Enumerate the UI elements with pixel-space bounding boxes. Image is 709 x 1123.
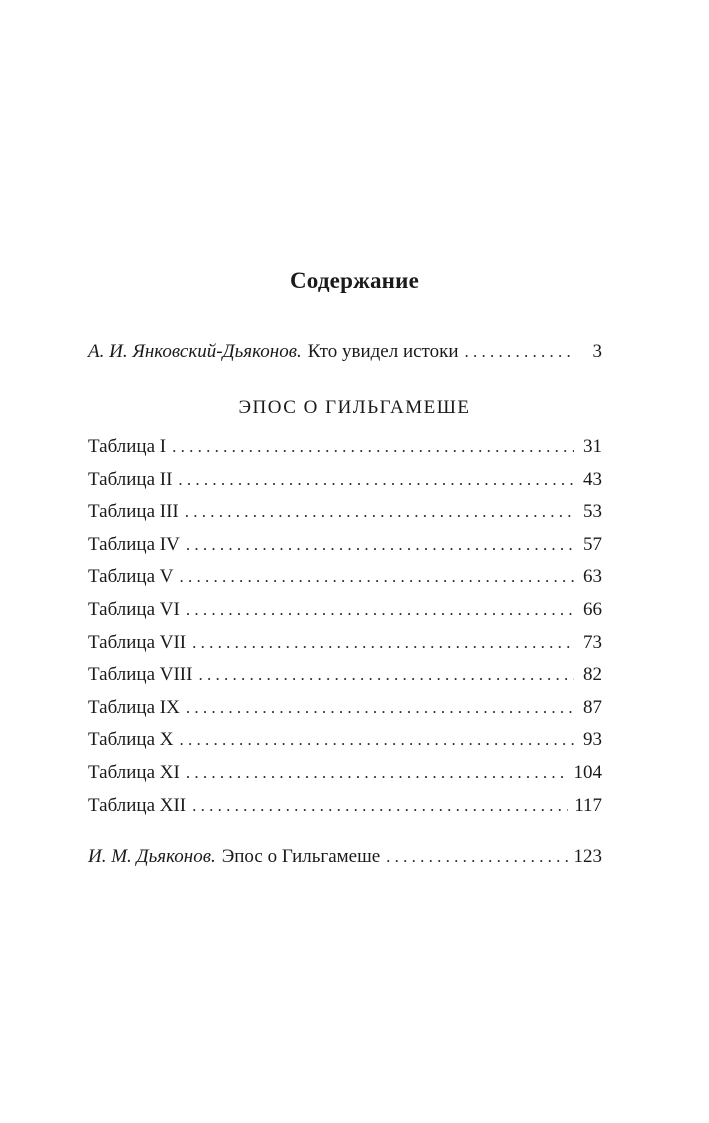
dot-leader: [186, 758, 568, 788]
toc-entry-tablet-11[interactable]: [88, 758, 602, 788]
toc-entry-label: Таблица X: [88, 729, 174, 751]
toc-entry-tablet-3[interactable]: [88, 497, 602, 527]
dot-leader: [386, 842, 567, 872]
dot-leader: [192, 791, 568, 821]
toc-entry-page: 87: [583, 696, 602, 718]
toc-entry-page: 123: [573, 846, 602, 867]
toc-entry-tablet-2[interactable]: [88, 465, 602, 495]
toc-entry-tablet-4[interactable]: [88, 530, 602, 560]
toc-entry-page: 3: [592, 341, 602, 362]
toc-entry-label: Эпос о Гильгамеше: [221, 846, 381, 867]
dot-leader: [178, 465, 574, 495]
toc-entry-afterword[interactable]: [88, 842, 602, 872]
toc-entry-label: Таблица II: [88, 468, 173, 490]
toc-entry-tablet-7[interactable]: [88, 628, 602, 658]
toc-entry-author: И. М. Дьяконов.: [88, 846, 216, 867]
toc-entry-label: Таблица VI: [88, 599, 180, 620]
dot-leader: [465, 337, 575, 367]
dot-leader: [179, 562, 574, 592]
toc-entry-label: Таблица XII: [88, 794, 187, 816]
toc-entry-tablet-5[interactable]: [88, 562, 602, 592]
dot-leader: [186, 530, 574, 560]
toc-entry-tablet-8[interactable]: [88, 660, 602, 690]
dot-leader: [192, 628, 574, 658]
toc-entry-page: 43: [583, 468, 602, 490]
toc-entry-page: 66: [583, 599, 602, 620]
toc-entry-page: 73: [583, 631, 602, 653]
toc-entry-tablet-6[interactable]: [88, 595, 602, 625]
dot-leader: [186, 693, 574, 723]
toc-entry-page: 53: [583, 501, 602, 523]
dot-leader: [198, 660, 574, 690]
section-heading: ЭПОС О ГИЛЬГАМЕШЕ: [238, 397, 471, 418]
dot-leader: [186, 595, 574, 625]
dot-leader: [179, 725, 574, 755]
dot-leader: [172, 432, 574, 462]
toc-entry-label: Таблица III: [88, 501, 179, 523]
toc-entry-label: Таблица VIII: [88, 664, 193, 686]
toc-entry-tablet-1[interactable]: [88, 432, 602, 462]
toc-entry-tablet-9[interactable]: [88, 693, 602, 723]
toc-entry-label: Таблица I: [88, 436, 167, 457]
toc-entry-label: Таблица XI: [88, 762, 180, 783]
toc-entry-page: 104: [573, 762, 602, 783]
toc-entry-page: 82: [583, 664, 602, 686]
toc-entry-label: Таблица V: [88, 566, 174, 588]
dot-leader: [185, 497, 574, 527]
toc-entry-tablet-10[interactable]: [88, 725, 602, 755]
toc-entry-page: 57: [583, 533, 602, 555]
toc-entry-author: А. И. Янковский-Дьяконов.: [88, 341, 302, 362]
toc-entry-label: Таблица IX: [88, 696, 180, 718]
page-title: Содержание: [290, 268, 419, 293]
toc-entry-intro[interactable]: [88, 337, 602, 367]
toc-entry-label: Кто увидел истоки: [307, 341, 459, 362]
toc-entry-tablet-12[interactable]: [88, 791, 602, 821]
toc-entry-page: 63: [583, 566, 602, 588]
toc-entry-label: Таблица VII: [88, 631, 187, 653]
toc-entry-page: 117: [574, 794, 602, 816]
toc-entry-page: 93: [583, 729, 602, 751]
toc-entry-page: 31: [583, 436, 602, 457]
toc-entry-label: Таблица IV: [88, 533, 180, 555]
